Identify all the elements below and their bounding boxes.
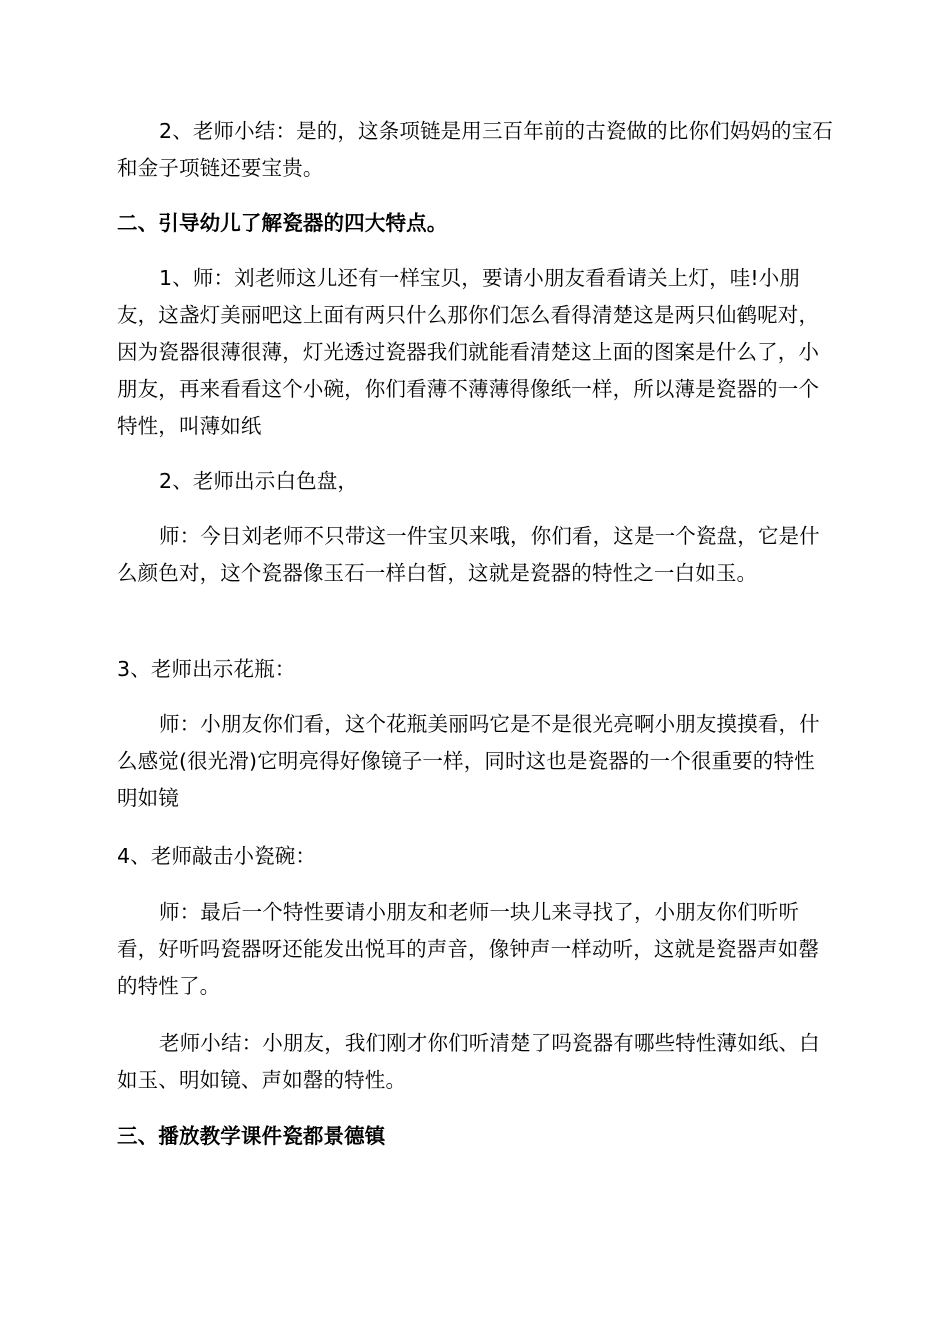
paragraph-white-as-jade: 师：今日刘老师不只带这一件宝贝来哦，你们看，这是一个瓷盘，它是什么颜色对，这个瓷器像玉石一样白皙，这就是瓷器的特性之一白如玉。 (117, 524, 820, 585)
section-heading-3: 三、播放教学课件瓷都景德镇 (117, 1124, 386, 1148)
paragraph-bright-as-mirror: 师：小朋友你们看，这个花瓶美丽吗它是不是很光亮啊小朋友摸摸看，什么感觉(很光滑)它明亮得好像镜子一样，同时这也是瓷器的一个很重要的特性明如镜 (117, 712, 820, 810)
section-heading-2: 二、引导幼儿了解瓷器的四大特点。 (117, 211, 448, 235)
paragraph-thin-as-paper: 1、师：刘老师这儿还有一样宝贝，要请小朋友看看请关上灯，哇!小朋友，这盏灯美丽吧这上面有两只什么那你们怎么看得清楚这是两只仙鹤呢对，因为瓷器很薄很薄，灯光透过瓷器我们就能看清楚这上面的图案是什么了，小朋友，再来看看这个小碗，你们看薄不薄薄得像纸一样，所以薄是瓷器的一个特性，叫薄如纸 (117, 266, 820, 438)
paragraph-vase-item: 3、老师出示花瓶： (117, 657, 296, 681)
paragraph-teacher-summary-necklace: 2、老师小结：是的，这条项链是用三百年前的古瓷做的比你们妈妈的宝石和金子项链还要宝贵。 (117, 119, 833, 180)
paragraph-sound-as-chime: 师：最后一个特性要请小朋友和老师一块儿来寻找了，小朋友你们听听看，好听吗瓷器呀还能发出悦耳的声音，像钟声一样动听，这就是瓷器声如罄的特性了。 (117, 900, 820, 998)
paragraph-teacher-summary-features: 老师小结：小朋友，我们刚才你们听清楚了吗瓷器有哪些特性薄如纸、白如玉、明如镜、声如罄的特性。 (117, 1031, 820, 1092)
paragraph-bowl-item: 4、老师敲击小瓷碗： (117, 844, 317, 868)
paragraph-white-plate: 2、老师出示白色盘， (159, 469, 359, 493)
